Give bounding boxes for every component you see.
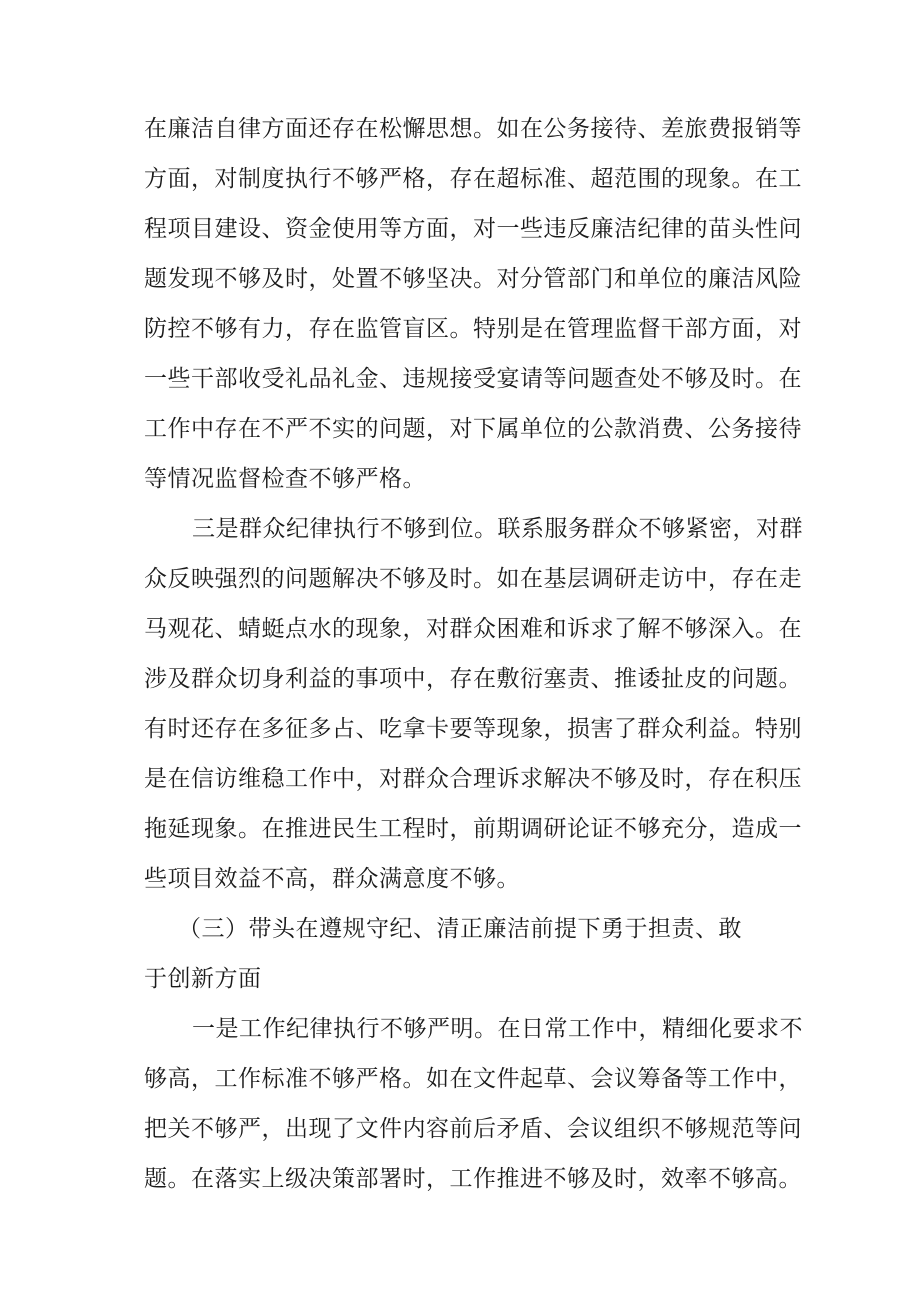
body-text-line: 方面，对制度执行不够严格，存在超标准、超范围的现象。在工 bbox=[144, 166, 802, 192]
body-text-line: 些项目效益不高，群众满意度不够。 bbox=[144, 866, 520, 892]
body-text-line: 工作中存在不严不实的问题，对下属单位的公款消费、公务接待 bbox=[144, 416, 802, 442]
body-text-line: 涉及群众切身利益的事项中，存在敷衍塞责、推诿扯皮的问题。 bbox=[144, 666, 802, 692]
body-text-line: 马观花、蜻蜓点水的现象，对群众困难和诉求了解不够深入。在 bbox=[144, 616, 802, 642]
paragraph-first-line: 一是工作纪律执行不够严明。在日常工作中，精细化要求不 bbox=[192, 1016, 803, 1042]
body-text-line: 题发现不够及时，处置不够坚决。对分管部门和单位的廉洁风险 bbox=[144, 266, 802, 292]
body-text-line: 在廉洁自律方面还存在松懈思想。如在公务接待、差旅费报销等 bbox=[144, 116, 802, 142]
body-text-line: 防控不够有力，存在监管盲区。特别是在管理监督干部方面，对 bbox=[144, 316, 802, 342]
body-text-line: 众反映强烈的问题解决不够及时。如在基层调研走访中，存在走 bbox=[144, 566, 802, 592]
body-text-line: 题。在落实上级决策部署时，工作推进不够及时，效率不够高。 bbox=[144, 1166, 802, 1192]
body-text-line: 够高，工作标准不够严格。如在文件起草、会议筹备等工作中， bbox=[144, 1066, 802, 1092]
section-heading: （三）带头在遵规守纪、清正廉洁前提下勇于担责、敢 bbox=[178, 916, 742, 942]
body-text-line: 拖延现象。在推进民生工程时，前期调研论证不够充分，造成一 bbox=[144, 816, 802, 842]
body-text-line: 是在信访维稳工作中，对群众合理诉求解决不够及时，存在积压 bbox=[144, 766, 802, 792]
section-heading-continued: 于创新方面 bbox=[144, 966, 262, 992]
body-text-line: 有时还存在多征多占、吃拿卡要等现象，损害了群众利益。特别 bbox=[144, 716, 802, 742]
body-text-line: 等情况监督检查不够严格。 bbox=[144, 466, 426, 492]
body-text-line: 程项目建设、资金使用等方面，对一些违反廉洁纪律的苗头性问 bbox=[144, 216, 802, 242]
paragraph-first-line: 三是群众纪律执行不够到位。联系服务群众不够紧密，对群 bbox=[192, 516, 803, 542]
body-text-line: 一些干部收受礼品礼金、违规接受宴请等问题查处不够及时。在 bbox=[144, 366, 802, 392]
body-text-line: 把关不够严，出现了文件内容前后矛盾、会议组织不够规范等问 bbox=[144, 1116, 802, 1142]
